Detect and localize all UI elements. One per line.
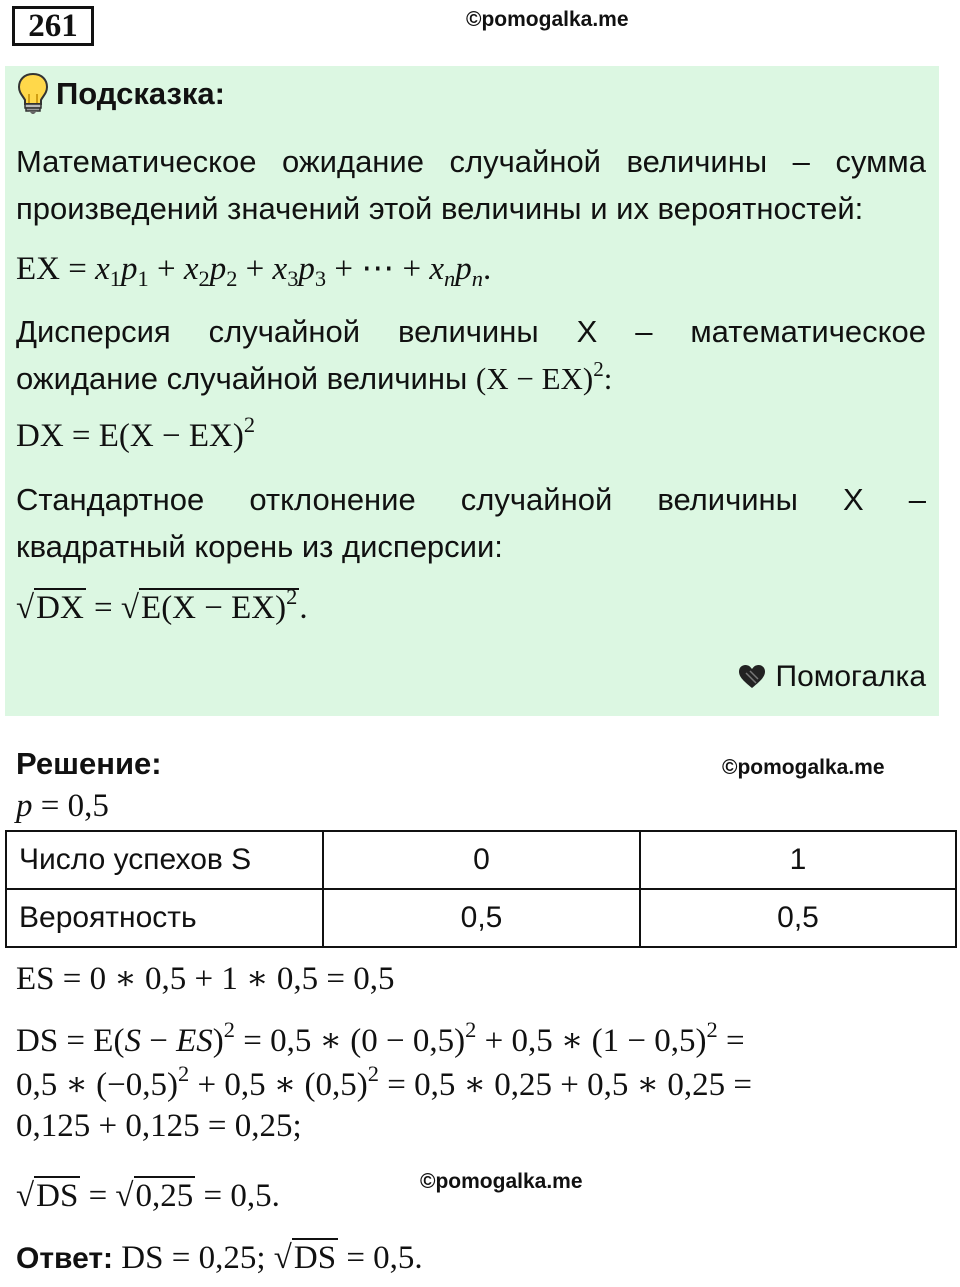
brand-name: Помогалка <box>775 660 926 693</box>
task-number: 261 <box>12 6 94 46</box>
hint-paragraph-3 <box>16 476 926 570</box>
hint-title: Подсказка: <box>56 76 225 111</box>
hint-paragraph-2 <box>16 308 926 402</box>
hint-p3-line1: Стандартное отклонение случайной величины X – <box>16 482 926 517</box>
hint-p2-line1: Дисперсия случайной величины X – математическое <box>16 314 926 349</box>
p-value: 0,5 <box>67 788 109 824</box>
probability-table <box>5 830 957 948</box>
table-cell: 0,5 <box>640 889 956 947</box>
p-value-line: p = 0,5 <box>16 788 109 824</box>
hint-p1-line2: произведений значений этой величины и их вероятностей: <box>16 191 864 226</box>
heart-icon <box>738 664 766 690</box>
table-cell: 0,5 <box>323 889 640 947</box>
brand-signature <box>738 660 927 694</box>
hint-p2-formula: (X − EX)$^2$: <box>475 356 613 396</box>
table-cell: 0 <box>323 831 640 889</box>
calc-variance-line1: DS = E(S − ES)$^2$ = 0,5 ∗ $(0 - 0,5)^2 + 0,5$ ∗ $(1 - 0,5)^2$ = <box>16 1017 745 1059</box>
answer-label: Ответ: <box>16 1242 114 1275</box>
watermark-top: ©pomogalka.me <box>466 8 629 31</box>
table-cell: 1 <box>640 831 956 889</box>
hint-p1-line1: Математическое ожидание случайной величины – сумма <box>16 144 926 179</box>
hint-p2-line2: ожидание случайной величины <box>16 361 468 396</box>
formula-variance: DX = E(X − EX)$^2$ <box>16 412 256 454</box>
solution-title: Решение: <box>16 746 162 781</box>
table-cell: Число успехов S <box>6 831 323 889</box>
watermark-middle: ©pomogalka.me <box>722 756 885 779</box>
lightbulb-icon <box>16 72 50 116</box>
hint-p3-line2: квадратный корень из дисперсии: <box>16 529 503 564</box>
calc-variance-line2: 0,5 ∗ $(-0,5)^2 + 0,5$ ∗ $(0,5)^2 = 0,5$ ∗ 0,25 + 0,5 ∗ 0,25 = <box>16 1061 752 1103</box>
table-row <box>6 831 956 889</box>
table-row <box>6 889 956 947</box>
formula-std-dev: √DX = √E(X − EX)$^2$. <box>16 584 308 626</box>
calc-expectation: ES = 0 ∗ 0,5 + 1 ∗ 0,5 = 0,5 <box>16 961 395 997</box>
hint-paragraph-1 <box>16 138 926 232</box>
calc-variance-line3: 0,125 + 0,125 = 0,25; <box>16 1108 302 1144</box>
table-cell: Вероятность <box>6 889 323 947</box>
answer-line: Ответ: DS = 0,25; √DS = 0,5. <box>16 1240 423 1276</box>
formula-expectation: EX = $x_1p_1 + x_2p_2 + x_3p_3$ + ⋯ + $x_np_n$. <box>16 251 492 292</box>
calc-std-dev: √DS = √0,25 = 0,5. <box>16 1178 280 1214</box>
watermark-bottom: ©pomogalka.me <box>420 1170 583 1193</box>
